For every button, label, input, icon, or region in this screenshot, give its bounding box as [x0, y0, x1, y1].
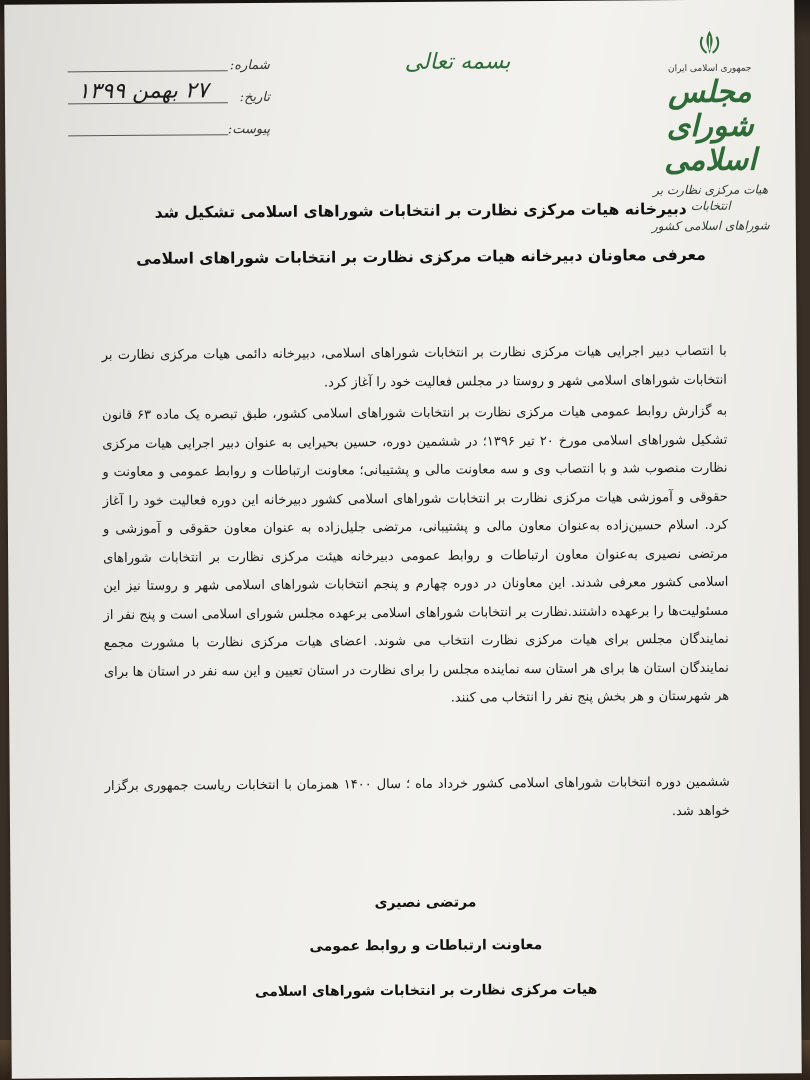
attachment-line [68, 134, 228, 136]
number-line [68, 70, 228, 72]
logo-sub-line-1: هیات مرکزی نظارت بر انتخابات [653, 182, 769, 213]
number-label: شماره: [229, 57, 270, 74]
signatory-organization: هیات مرکزی نظارت بر انتخابات شوراهای اسلامی [254, 981, 598, 1001]
letter-paper [4, 0, 801, 1079]
body-paragraph-1: با انتصاب دبیر اجرایی هیات مرکزی نظارت بر انتخابات شوراهای اسلامی، دبیرخانه دائمی هیات مرکزی نظارت بر انتخابات شوراهای اسلامی شهر و روستا در مجلس فعالیت خود را آغاز کرد. [101, 343, 727, 391]
logo-sub-line-2: شوراهای اسلامی کشور [651, 218, 770, 234]
handwritten-date: ۲۷ بهمن ۱۳۹۹ [77, 78, 209, 105]
body-paragraph-2: به گزارش روابط عمومی هیات مرکزی نظارت بر انتخابات شوراهای اسلامی کشور، طبق تبصره یک ماده ۶۳ قانون تشکیل شوراهای اسلامی مورخ ۲۰ تیر ۱۳۹۶؛ در ششمین دوره، حسین بحیرایی به عنوان دبیر اجرایی هیات مرکزی نظارت منصوب شد و با انتصاب وی و سه معاونت مالی و پشتیبانی؛ معاونت ارتباطات و روابط عمومی و معاونت و حقوقی و آموزشی هیات مرکزی نظارت بر انتخابات شوراهای اسلامی کشور دبیرخانه این دوره فعالیت خود را آغاز کرد. اسلام حسین‌زاده به‌عنوان معاون مالی و پشتیبانی، مرتضی جلیل‌زاده به عنوان معاون حقوقی و آموزشی و مرتضی نصیری به‌عنوان معاون ارتباطات و روابط عمومی دبیرخانه هیئت مرکزی نظارت بر انتخابات شوراهای اسلامی کشور معرفی شدند. این معاونان در دوره چهارم و پنجم انتخابات شوراهای اسلامی شهر و روستا نیز این مسئولیت‌ها را برعهده داشتند.نظارت بر انتخابات شوراهای اسلامی برعهده مجلس شورای اسلامی است و پنج نفر از نمایندگان مجلس برای هیات مرکزی نظارت انتخاب می شوند. اعضای هیات مرکزی نظارت با مشورت مجمع نمایندگان استان ها برای هر استان سه نماینده مجلس را برای نظارت در استان تعیین و این سه نفر در استان ها برای هر شهرستان و هر بخش پنج نفر را انتخاب می کنند. [102, 403, 730, 706]
iran-emblem-icon [694, 28, 724, 58]
signatory-name: مرتضی نصیری [374, 894, 477, 912]
letter-header-fields [60, 45, 271, 142]
logo-top-line: جمهوری اسلامی ایران [667, 63, 752, 75]
attachment-field [60, 109, 270, 142]
number-field [60, 45, 270, 78]
date-label: تاریخ: [239, 89, 270, 106]
date-field [60, 77, 270, 110]
letter-title: دبیرخانه هیات مرکزی نظارت بر انتخابات شوراهای اسلامی تشکیل شد [154, 200, 687, 222]
letter-subtitle: معرفی معاونان دبیرخانه هیات مرکزی نظارت بر انتخابات شوراهای اسلامی [136, 245, 706, 268]
body-paragraph-3: ششمین دوره انتخابات شوراهای اسلامی کشور خرداد ماه ؛ سال ۱۴۰۰ همزمان با انتخابات ریاست جمهوری برگزار خواهد شد. [104, 774, 730, 819]
attachment-label: پیوست: [227, 121, 271, 138]
logo-name: مجلس شورای اسلامی [664, 74, 757, 179]
bismillah-heading: بسمه تعالی [404, 49, 511, 75]
signatory-position: معاونت ارتباطات و روابط عمومی [309, 937, 543, 955]
